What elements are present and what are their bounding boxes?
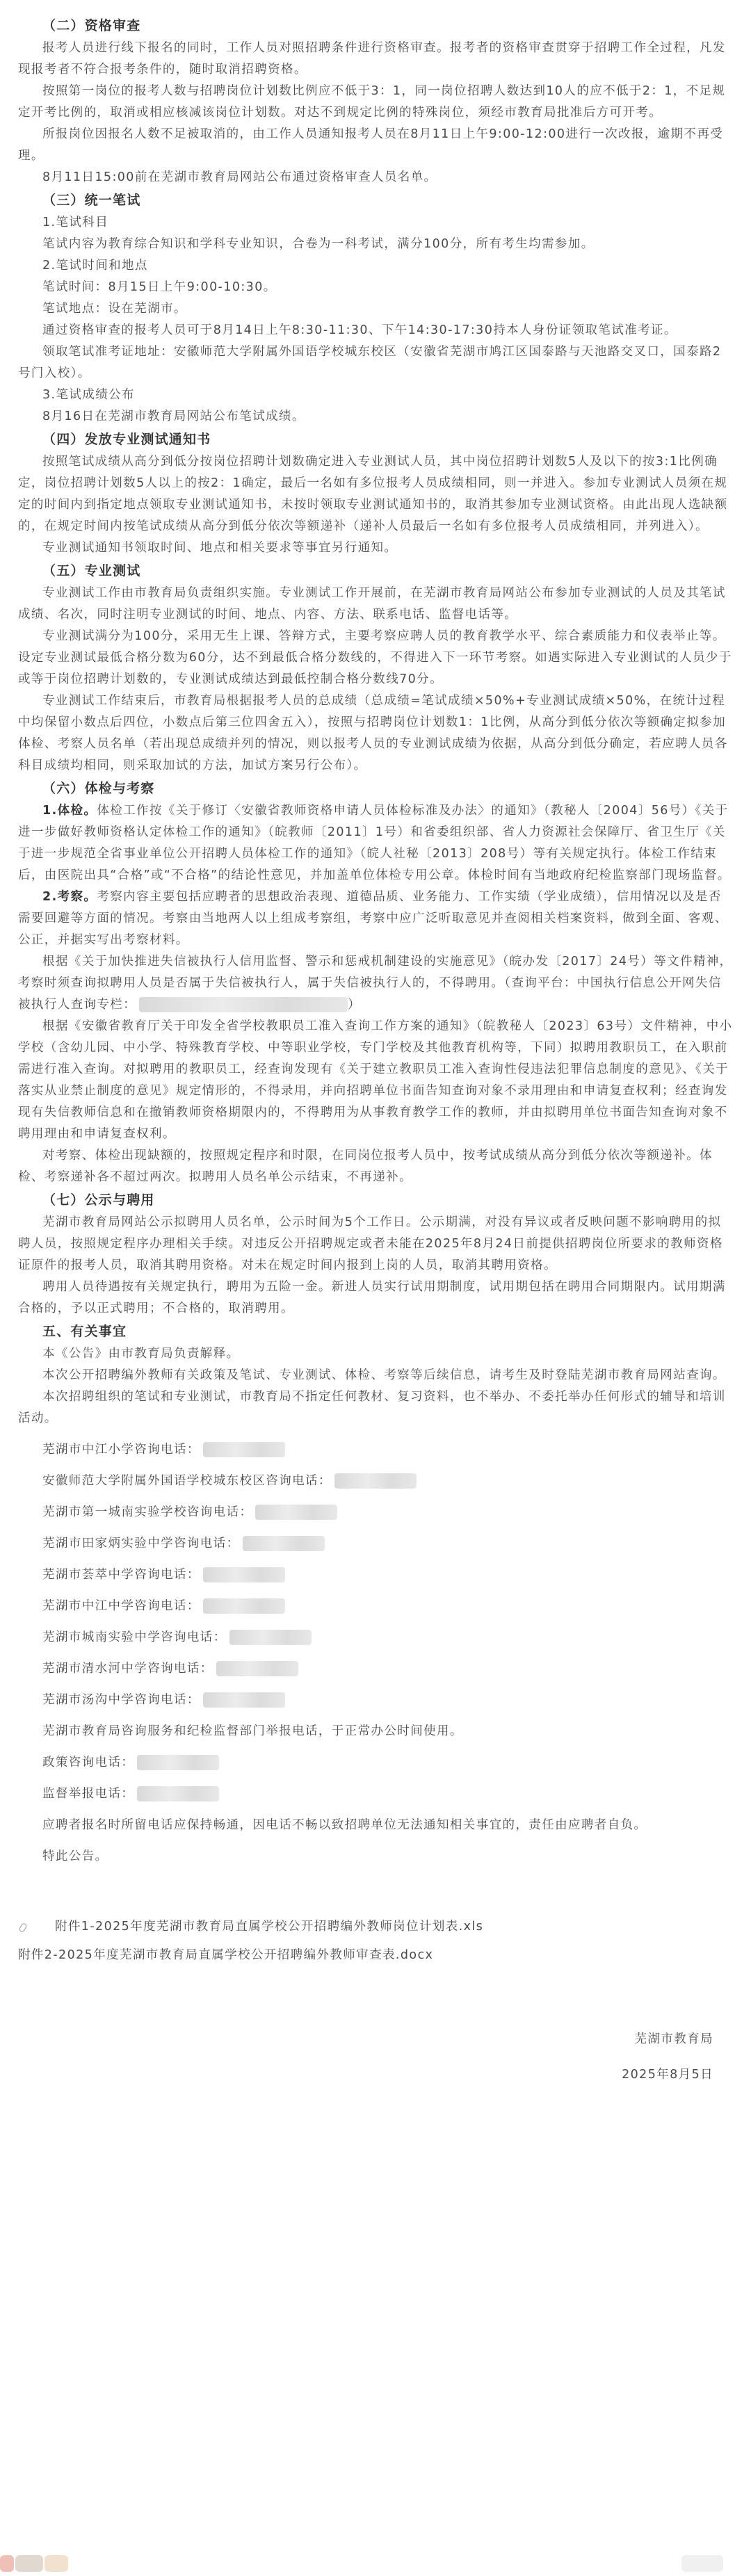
- paragraph: 专业测试工作由市教育局负责组织实施。专业测试工作开展前，在芜湖市教育局网站公布参加专业测试的人员及其笔试成绩、名次，同时注明专业测试的时间、地点、内容、方法、联系电话、监督电话等。: [18, 586, 726, 622]
- redacted-phone: [229, 1630, 312, 1645]
- contact-chengnan-middle: [18, 1627, 733, 1649]
- paragraph: 应聘者报名时所留电话应保持畅通，因电话不畅以致招聘单位无法通知相关事宜的，责任由应聘者自负。: [42, 1818, 647, 1832]
- paragraph: 本次公开招聘编外教师有关政策及笔试、专业测试、体检、考察等后续信息，请考生及时登陆芜湖市教育局网站查询。: [42, 1368, 726, 1382]
- paragraph: 8月11日15:00前在芜湖市教育局网站公布通过资格审查人员名单。: [42, 170, 437, 184]
- redacted-phone: [137, 1755, 219, 1770]
- paragraph: 按照第一岗位的报考人数与招聘岗位计划数比例应不低于3：1，同一岗位招聘人数达到10人的应不低于2：1，不足规定开考比例的，取消或相应核减该岗位计划数。对达不到规定比例的特殊岗位，须经市教育局批准后方可开考。: [18, 84, 726, 120]
- contact-label: 政策咨询电话：: [42, 1756, 135, 1769]
- lead-label: 1.体检。: [42, 804, 97, 818]
- redacted-phone: [203, 1567, 285, 1582]
- attachment-name[interactable]: 附件1-2025年度芜湖市教育局直属学校公开招聘编外教师岗位计划表.xls: [55, 1920, 484, 1934]
- contact-note: 芜湖市教育局咨询服务和纪检监督部门举报电话，于正常办公时间使用。: [42, 1724, 463, 1738]
- exam-time: 笔试时间：8月15日上午9:00-10:30。: [42, 280, 277, 294]
- contact-label: 芜湖市第一城南实验学校咨询电话：: [42, 1505, 253, 1519]
- redacted-phone: [203, 1692, 285, 1708]
- redacted-phone: [137, 1786, 219, 1801]
- blurred-mark: [0, 2555, 14, 2572]
- paragraph: 报考人员进行线下报名的同时，工作人员对照招聘条件进行资格审查。报考者的资格审查贯穿于招聘工作全过程，凡发现报考者不符合报考条件的，随时取消招聘资格。: [18, 41, 726, 76]
- contact-qingshuihe: [18, 1658, 733, 1680]
- announcement-document: [18, 14, 733, 2086]
- paragraph: 所报岗位因报名人数不足被取消的，由工作人员通知报考人员在8月11日上午9:00-12:00进行一次改报，逾期不再受理。: [18, 127, 724, 163]
- exam-place: 笔试地点：设在芜湖市。: [42, 302, 187, 316]
- contact-tianjiabing: [18, 1533, 733, 1555]
- paragraph: [18, 886, 733, 951]
- paragraph: 本次招聘组织的笔试和专业测试，市教育局不指定任何教材、复习资料，也不举办、不委托举办任何形式的辅导和培训活动。: [18, 1390, 726, 1425]
- subheading: 2.笔试时间和地点: [42, 259, 148, 273]
- paragraph-text: 根据《关于加快推进失信被执行人信用监督、警示和惩戒机制建设的实施意见》（皖办发〔2017〕24号）等文件精神，考察时须查询拟聘用人员是否属于失信被执行人，属于失信被执行人的，不得聘用。（查询平台：中国执行信息公开网失信被执行人查询专栏：: [18, 955, 733, 1012]
- section-heading-professional-test: （五）专业测试: [42, 563, 141, 578]
- contact-huicui: [18, 1564, 733, 1586]
- signature-date: 2025年8月5日: [622, 2068, 713, 2082]
- paragraph: 专业测试通知书领取时间、地点和相关要求等事宜另行通知。: [42, 541, 398, 555]
- section-heading-qualification: （二）资格审查: [42, 18, 141, 33]
- contact-label: 芜湖市清水河中学咨询电话：: [42, 1662, 213, 1676]
- paragraph: 按照笔试成绩从高分到低分按岗位招聘计划数确定进入专业测试人员，其中岗位招聘计划数5人及以下的按3:1比例确定，岗位招聘计划数5人以上的按2：1确定，最后一名如有多位报考人员成绩相同，则一并进入。参加专业测试人员须在规定的时间内到指定地点领取专业测试通知书，未按时领取专业测试通知书的，取消其参加专业测试资格。由此出现人选缺额的，在规定时间内按笔试成绩从高分到低分依次等额递补（递补人员最后一名如有多位报考人员成绩相同，并列进入）。: [18, 455, 728, 533]
- section-heading-matters: 五、有关事宜: [42, 1324, 127, 1339]
- paragraph: 通过资格审查的报考人员可于8月14日上午8:30-11:30、下午14:30-17:30持本人身份证领取笔试准考证。: [42, 323, 677, 337]
- paperclip-icon: [18, 1922, 28, 1932]
- contact-label: 芜湖市中江小学咨询电话：: [42, 1443, 200, 1457]
- contact-label: 芜湖市田家炳实验中学咨询电话：: [42, 1537, 240, 1550]
- redacted-phone: [243, 1536, 325, 1551]
- contact-label: 芜湖市中江中学咨询电话：: [42, 1599, 200, 1613]
- contact-tanggou: [18, 1690, 733, 1711]
- paragraph: 笔试内容为教育综合知识和学科专业知识，合卷为一科考试，满分100分，所有考生均需参加。: [42, 237, 595, 251]
- contact-zhongjiang-middle: [18, 1596, 733, 1617]
- attachment-link-1[interactable]: [18, 1916, 733, 1938]
- contact-policy: [18, 1752, 733, 1774]
- contact-label: 芜湖市汤沟中学咨询电话：: [42, 1693, 200, 1707]
- blurred-footer-strip: [0, 2548, 751, 2576]
- paragraph: 8月16日在芜湖市教育局网站公布笔试成绩。: [42, 410, 305, 423]
- redacted-phone: [203, 1442, 285, 1457]
- contact-label: 芜湖市城南实验中学咨询电话：: [42, 1630, 227, 1644]
- lead-label: 2.考察。: [42, 890, 97, 904]
- section-heading-notice: （四）发放专业测试通知书: [42, 432, 211, 447]
- blurred-mark: [45, 2555, 68, 2572]
- attachment-link-2[interactable]: 附件2-2025年度芜湖市教育局直属学校公开招聘编外教师审查表.docx: [18, 1948, 434, 1962]
- redacted-link: [139, 997, 348, 1012]
- section-heading-publicity: （七）公示与聘用: [42, 1192, 155, 1208]
- contact-supervision: [18, 1783, 733, 1805]
- paragraph: 芜湖市教育局网站公示拟聘用人员名单，公示时间为5个工作日。公示期满，对没有异议或者反映问题不影响聘用的拟聘人员，按照规定程序办理相关手续。对违反公开招聘规定或者未能在2025年8月24日前提供招聘岗位所要求的教师资格证原件的报考人员，取消其聘用资格。对未在规定时间内报到上岗的人员，取消其聘用资格。: [18, 1215, 723, 1272]
- section-heading-physical-exam: （六）体检与考察: [42, 781, 155, 796]
- subheading: 3.笔试成绩公布: [42, 388, 135, 402]
- paragraph: 聘用人员待遇按有关规定执行，聘用为五险一金。新进人员实行试用期制度，试用期包括在聘用合同期限内。试用期满合格的，予以正式聘用；不合格的，取消聘用。: [18, 1280, 726, 1315]
- redacted-phone: [216, 1661, 298, 1676]
- closing-line: 特此公告。: [42, 1849, 108, 1863]
- contact-label: 芜湖市荟萃中学咨询电话：: [42, 1568, 200, 1582]
- contact-label: 监督举报电话：: [42, 1787, 135, 1801]
- paragraph: 领取笔试准考证地址：安徽师范大学附属外国语学校城东校区（安徽省芜湖市鸠江区国泰路与天池路交叉口，国泰路2号门入校）。: [18, 345, 722, 380]
- contact-label: 安徽师范大学附属外国语学校城东校区咨询电话：: [42, 1474, 332, 1488]
- paragraph: 专业测试满分为100分，采用无生上课、答辩方式，主要考察应聘人员的教育教学水平、综合素质能力和仪表举止等。设定专业测试最低合格分数为60分，达不到最低合格分数线的，不得进入下一环节考察。如遇实际进入专业测试的人员少于或等于岗位招聘计划数的，专业测试成绩达到最低控制合格分数线70分。: [18, 629, 732, 686]
- contact-ahnu-foreign-lang: [18, 1471, 733, 1492]
- section-heading-written-exam: （三）统一笔试: [42, 193, 141, 208]
- subheading: 1.笔试科目: [42, 216, 109, 229]
- blurred-mark: [15, 2555, 43, 2572]
- paragraph: 根据《安徽省教育厅关于印发全省学校教职员工准入查询工作方案的通知》（皖教秘人〔2023〕63号）文件精神，中小学校（含幼儿园、中小学、特殊教育学校、中等职业学校，专门学校及其他教育机构等，下同）拟聘用教职员工，在入职前需进行准入查询。对拟聘用的教职员工，经查询发现有《关于建立教职员工准入查询性侵违法犯罪信息制度的意见》、《关于落实从业禁止制度的意见》规定情形的，不得录用，并向招聘单位书面告知查询对象不录用理由和申请复查权利；经查询发现有失信教师信息和在撤销教师资格期限内的，不得聘用为从事教育教学工作的教师，并由拟聘用单位书面告知查询对象不聘用理由和申请复查权利。: [18, 1019, 733, 1141]
- paragraph: 本《公告》由市教育局负责解释。: [42, 1347, 240, 1361]
- paragraph-text: 考察内容主要包括应聘者的思想政治表现、道德品质、业务能力、工作实绩（学业成绩），信用情况以及是否需要回避等方面的情况。考察由当地两人以上组成考察组，考察中应广泛听取意见并查阅相关档案资料，做到全面、客观、公正，并据实写出考察材料。: [18, 890, 728, 947]
- redacted-phone: [255, 1505, 337, 1520]
- signature-org: 芜湖市教育局: [634, 2032, 713, 2046]
- contact-zhongjiang-primary: [18, 1439, 733, 1461]
- paragraph: 专业测试工作结束后，市教育局根据报考人员的总成绩（总成绩=笔试成绩×50%+专业测试成绩×50%，在统计过程中均保留小数点后四位，小数点后第三位四舍五入），按照与招聘岗位计划数1：1比例，从高分到低分依次等额确定拟参加体检、考察人员名单（若出现总成绩并列的情况，则以报考人员的专业测试成绩为依据，从高分到低分确定，若应聘人员各科目成绩均相同，则采取加试的方法，加试方案另行公布）。: [18, 694, 728, 772]
- redacted-phone: [334, 1473, 417, 1489]
- contact-chengnan-experimental: [18, 1502, 733, 1523]
- paragraph: [18, 800, 733, 886]
- blurred-mark: [681, 2555, 723, 2572]
- paragraph: 根据《关于加快推进失信被执行人信用监督、警示和惩戒机制建设的实施意见》（皖办发〔2017〕24号）等文件精神，考察时须查询拟聘用人员是否属于失信被执行人，属于失信被执行人的，不得聘用。（查询平台：中国执行信息公开网失信被执行人查询专栏： ）: [18, 955, 733, 1012]
- redacted-phone: [203, 1598, 285, 1614]
- paragraph-text: 体检工作按《关于修订〈安徽省教师资格申请人员体检标准及办法〉的通知》（教秘人〔2004〕56号）《关于进一步做好教师资格认定体检工作的通知》（皖教师〔2011〕1号）和省委组织部、省人力资源社会保障厅、省卫生厅《关于进一步规范全省事业单位公开招聘人员体检工作的通知》（皖人社秘〔2013〕208号）等有关规定执行。体检工作结束后，由医院出具“合格”或“不合格”的结论性意见，并加盖单位体检专用公章。体检时间有当地政府纪检监察部门现场监督。: [18, 804, 731, 882]
- paragraph: 对考察、体检出现缺额的，按照规定程序和时限，在同岗位报考人员中，按考试成绩从高分到低分依次等额递补。体检、考察递补各不超过两次。拟聘用人员名单公示结束，不再递补。: [18, 1149, 713, 1184]
